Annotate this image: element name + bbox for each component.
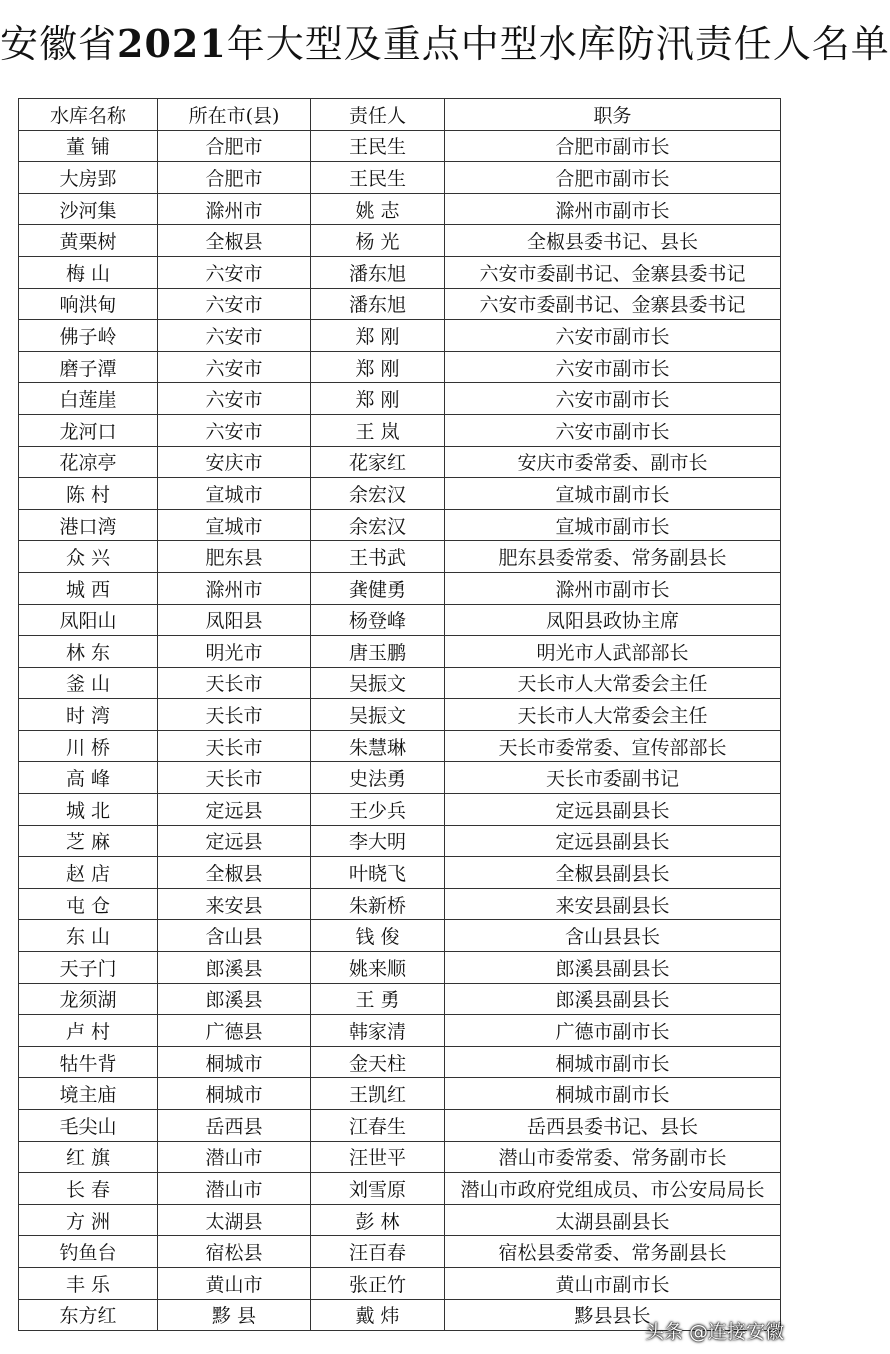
person-cell: 王 勇 [311, 983, 445, 1015]
reservoir-name-cell: 响洪甸 [19, 288, 158, 320]
page-title [0, 14, 890, 74]
reservoir-name-cell: 城 西 [19, 572, 158, 604]
reservoir-name-cell: 大房郢 [19, 162, 158, 194]
person-cell: 李大明 [311, 825, 445, 857]
title-year: 2021 [117, 21, 227, 66]
person-cell: 王民生 [311, 162, 445, 194]
table-row [19, 604, 781, 636]
table-row [19, 225, 781, 257]
table-row [19, 351, 781, 383]
position-cell: 天长市委常委、宣传部部长 [445, 730, 781, 762]
city-cell: 天长市 [158, 667, 311, 699]
city-cell: 六安市 [158, 256, 311, 288]
position-cell: 太湖县副县长 [445, 1204, 781, 1236]
table-header [19, 99, 781, 131]
table-row [19, 699, 781, 731]
table-row [19, 414, 781, 446]
position-cell: 宣城市副市长 [445, 509, 781, 541]
person-cell: 吴振文 [311, 699, 445, 731]
position-cell: 天长市人大常委会主任 [445, 699, 781, 731]
header-responsible-person: 责任人 [311, 99, 445, 131]
table-row [19, 825, 781, 857]
person-cell: 郑 刚 [311, 320, 445, 352]
city-cell: 六安市 [158, 288, 311, 320]
city-cell: 岳西县 [158, 1110, 311, 1142]
table-row [19, 920, 781, 952]
person-cell: 吴振文 [311, 667, 445, 699]
position-cell: 六安市副市长 [445, 383, 781, 415]
position-cell: 天长市人大常委会主任 [445, 667, 781, 699]
table-row [19, 857, 781, 889]
reservoir-name-cell: 方 洲 [19, 1204, 158, 1236]
city-cell: 六安市 [158, 383, 311, 415]
person-cell: 朱慧琳 [311, 730, 445, 762]
city-cell: 太湖县 [158, 1204, 311, 1236]
reservoir-name-cell: 磨子潭 [19, 351, 158, 383]
title-suffix: 年大型及重点中型水库防汛责任人名单 [226, 22, 890, 66]
table-row [19, 888, 781, 920]
header-reservoir-name: 水库名称 [19, 99, 158, 131]
city-cell: 六安市 [158, 320, 311, 352]
reservoir-name-cell: 黄栗树 [19, 225, 158, 257]
person-cell: 史法勇 [311, 762, 445, 794]
city-cell: 宣城市 [158, 509, 311, 541]
person-cell: 王少兵 [311, 794, 445, 826]
table-row [19, 541, 781, 573]
table-row [19, 1015, 781, 1047]
table-row [19, 509, 781, 541]
city-cell: 郎溪县 [158, 983, 311, 1015]
reservoir-name-cell: 陈 村 [19, 478, 158, 510]
reservoir-name-cell: 城 北 [19, 794, 158, 826]
person-cell: 姚 志 [311, 193, 445, 225]
reservoir-name-cell: 林 东 [19, 636, 158, 668]
city-cell: 六安市 [158, 351, 311, 383]
person-cell: 杨 光 [311, 225, 445, 257]
table-row [19, 1267, 781, 1299]
position-cell: 天长市委副书记 [445, 762, 781, 794]
reservoir-name-cell: 东 山 [19, 920, 158, 952]
position-cell: 全椒县副县长 [445, 857, 781, 889]
city-cell: 潜山市 [158, 1173, 311, 1205]
person-cell: 金天柱 [311, 1046, 445, 1078]
reservoir-name-cell: 天子门 [19, 952, 158, 984]
header-position: 职务 [445, 99, 781, 131]
reservoir-name-cell: 凤阳山 [19, 604, 158, 636]
city-cell: 黄山市 [158, 1267, 311, 1299]
table-row [19, 1110, 781, 1142]
position-cell: 合肥市副市长 [445, 130, 781, 162]
person-cell: 余宏汉 [311, 478, 445, 510]
reservoir-name-cell: 时 湾 [19, 699, 158, 731]
table-row [19, 288, 781, 320]
city-cell: 滁州市 [158, 193, 311, 225]
position-cell: 宿松县委常委、常务副县长 [445, 1236, 781, 1268]
city-cell: 含山县 [158, 920, 311, 952]
position-cell: 黄山市副市长 [445, 1267, 781, 1299]
position-cell: 六安市委副书记、金寨县委书记 [445, 288, 781, 320]
reservoir-name-cell: 长 春 [19, 1173, 158, 1205]
reservoir-name-cell: 白莲崖 [19, 383, 158, 415]
city-cell: 明光市 [158, 636, 311, 668]
position-cell: 来安县副县长 [445, 888, 781, 920]
position-cell: 肥东县委常委、常务副县长 [445, 541, 781, 573]
position-cell: 黟县县长 [445, 1299, 781, 1331]
reservoir-name-cell: 川 桥 [19, 730, 158, 762]
reservoir-name-cell: 龙河口 [19, 414, 158, 446]
city-cell: 合肥市 [158, 130, 311, 162]
city-cell: 肥东县 [158, 541, 311, 573]
city-cell: 黟 县 [158, 1299, 311, 1331]
header-row [19, 99, 781, 131]
person-cell: 姚来顺 [311, 952, 445, 984]
city-cell: 全椒县 [158, 857, 311, 889]
position-cell: 滁州市副市长 [445, 572, 781, 604]
city-cell: 广德县 [158, 1015, 311, 1047]
table-row [19, 667, 781, 699]
position-cell: 六安市副市长 [445, 414, 781, 446]
position-cell: 潜山市政府党组成员、市公安局局长 [445, 1173, 781, 1205]
position-cell: 含山县县长 [445, 920, 781, 952]
table-row [19, 952, 781, 984]
position-cell: 桐城市副市长 [445, 1046, 781, 1078]
header-city-county: 所在市(县) [158, 99, 311, 131]
position-cell: 定远县副县长 [445, 825, 781, 857]
reservoir-name-cell: 董 铺 [19, 130, 158, 162]
table-row [19, 730, 781, 762]
person-cell: 刘雪原 [311, 1173, 445, 1205]
position-cell: 桐城市副市长 [445, 1078, 781, 1110]
table-row [19, 1078, 781, 1110]
city-cell: 合肥市 [158, 162, 311, 194]
city-cell: 定远县 [158, 794, 311, 826]
table-row [19, 478, 781, 510]
position-cell: 宣城市副市长 [445, 478, 781, 510]
reservoir-name-cell: 港口湾 [19, 509, 158, 541]
reservoir-name-cell: 众 兴 [19, 541, 158, 573]
table-row [19, 1046, 781, 1078]
table-row [19, 1141, 781, 1173]
roster-table [18, 98, 781, 1331]
reservoir-name-cell: 钓鱼台 [19, 1236, 158, 1268]
reservoir-name-cell: 屯 仓 [19, 888, 158, 920]
person-cell: 杨登峰 [311, 604, 445, 636]
position-cell: 六安市副市长 [445, 351, 781, 383]
table-row [19, 1236, 781, 1268]
person-cell: 戴 炜 [311, 1299, 445, 1331]
person-cell: 郑 刚 [311, 383, 445, 415]
person-cell: 张正竹 [311, 1267, 445, 1299]
reservoir-name-cell: 龙须湖 [19, 983, 158, 1015]
city-cell: 桐城市 [158, 1046, 311, 1078]
person-cell: 花家红 [311, 446, 445, 478]
reservoir-name-cell: 佛子岭 [19, 320, 158, 352]
position-cell: 明光市人武部部长 [445, 636, 781, 668]
reservoir-name-cell: 东方红 [19, 1299, 158, 1331]
position-cell: 六安市委副书记、金寨县委书记 [445, 256, 781, 288]
person-cell: 龚健勇 [311, 572, 445, 604]
position-cell: 潜山市委常委、常务副市长 [445, 1141, 781, 1173]
city-cell: 宣城市 [158, 478, 311, 510]
table-row [19, 446, 781, 478]
person-cell: 唐玉鹏 [311, 636, 445, 668]
city-cell: 桐城市 [158, 1078, 311, 1110]
person-cell: 汪世平 [311, 1141, 445, 1173]
person-cell: 王凯红 [311, 1078, 445, 1110]
table-row [19, 983, 781, 1015]
city-cell: 潜山市 [158, 1141, 311, 1173]
table-row [19, 1173, 781, 1205]
city-cell: 天长市 [158, 762, 311, 794]
reservoir-name-cell: 赵 店 [19, 857, 158, 889]
person-cell: 郑 刚 [311, 351, 445, 383]
person-cell: 汪百春 [311, 1236, 445, 1268]
reservoir-name-cell: 牯牛背 [19, 1046, 158, 1078]
person-cell: 朱新桥 [311, 888, 445, 920]
table-row [19, 572, 781, 604]
position-cell: 定远县副县长 [445, 794, 781, 826]
reservoir-name-cell: 境主庙 [19, 1078, 158, 1110]
position-cell: 广德市副市长 [445, 1015, 781, 1047]
person-cell: 江春生 [311, 1110, 445, 1142]
reservoir-name-cell: 釜 山 [19, 667, 158, 699]
city-cell: 郎溪县 [158, 952, 311, 984]
person-cell: 潘东旭 [311, 288, 445, 320]
city-cell: 天长市 [158, 730, 311, 762]
reservoir-name-cell: 梅 山 [19, 256, 158, 288]
table-row [19, 320, 781, 352]
reservoir-name-cell: 芝 麻 [19, 825, 158, 857]
table-row [19, 794, 781, 826]
city-cell: 滁州市 [158, 572, 311, 604]
person-cell: 韩家清 [311, 1015, 445, 1047]
table-row [19, 130, 781, 162]
city-cell: 六安市 [158, 414, 311, 446]
city-cell: 天长市 [158, 699, 311, 731]
table-row [19, 383, 781, 415]
table-row [19, 762, 781, 794]
person-cell: 王 岚 [311, 414, 445, 446]
person-cell: 王书武 [311, 541, 445, 573]
person-cell: 余宏汉 [311, 509, 445, 541]
reservoir-name-cell: 丰 乐 [19, 1267, 158, 1299]
reservoir-name-cell: 卢 村 [19, 1015, 158, 1047]
position-cell: 安庆市委常委、副市长 [445, 446, 781, 478]
person-cell: 王民生 [311, 130, 445, 162]
table-row [19, 162, 781, 194]
position-cell: 凤阳县政协主席 [445, 604, 781, 636]
city-cell: 宿松县 [158, 1236, 311, 1268]
person-cell: 彭 林 [311, 1204, 445, 1236]
city-cell: 定远县 [158, 825, 311, 857]
reservoir-name-cell: 毛尖山 [19, 1110, 158, 1142]
person-cell: 钱 俊 [311, 920, 445, 952]
reservoir-name-cell: 沙河集 [19, 193, 158, 225]
table-row [19, 193, 781, 225]
city-cell: 来安县 [158, 888, 311, 920]
position-cell: 滁州市副市长 [445, 193, 781, 225]
reservoir-name-cell: 高 峰 [19, 762, 158, 794]
position-cell: 合肥市副市长 [445, 162, 781, 194]
city-cell: 安庆市 [158, 446, 311, 478]
table-row [19, 1204, 781, 1236]
reservoir-name-cell: 红 旗 [19, 1141, 158, 1173]
table-body [19, 130, 781, 1331]
position-cell: 岳西县委书记、县长 [445, 1110, 781, 1142]
position-cell: 全椒县委书记、县长 [445, 225, 781, 257]
person-cell: 潘东旭 [311, 256, 445, 288]
position-cell: 六安市副市长 [445, 320, 781, 352]
table-row [19, 256, 781, 288]
person-cell: 叶晓飞 [311, 857, 445, 889]
position-cell: 郎溪县副县长 [445, 983, 781, 1015]
city-cell: 凤阳县 [158, 604, 311, 636]
watermark: 头条 @连接安徽 [644, 1321, 784, 1343]
position-cell: 郎溪县副县长 [445, 952, 781, 984]
title-prefix: 安徽省 [0, 22, 118, 66]
city-cell: 全椒县 [158, 225, 311, 257]
reservoir-name-cell: 花凉亭 [19, 446, 158, 478]
table-row [19, 636, 781, 668]
